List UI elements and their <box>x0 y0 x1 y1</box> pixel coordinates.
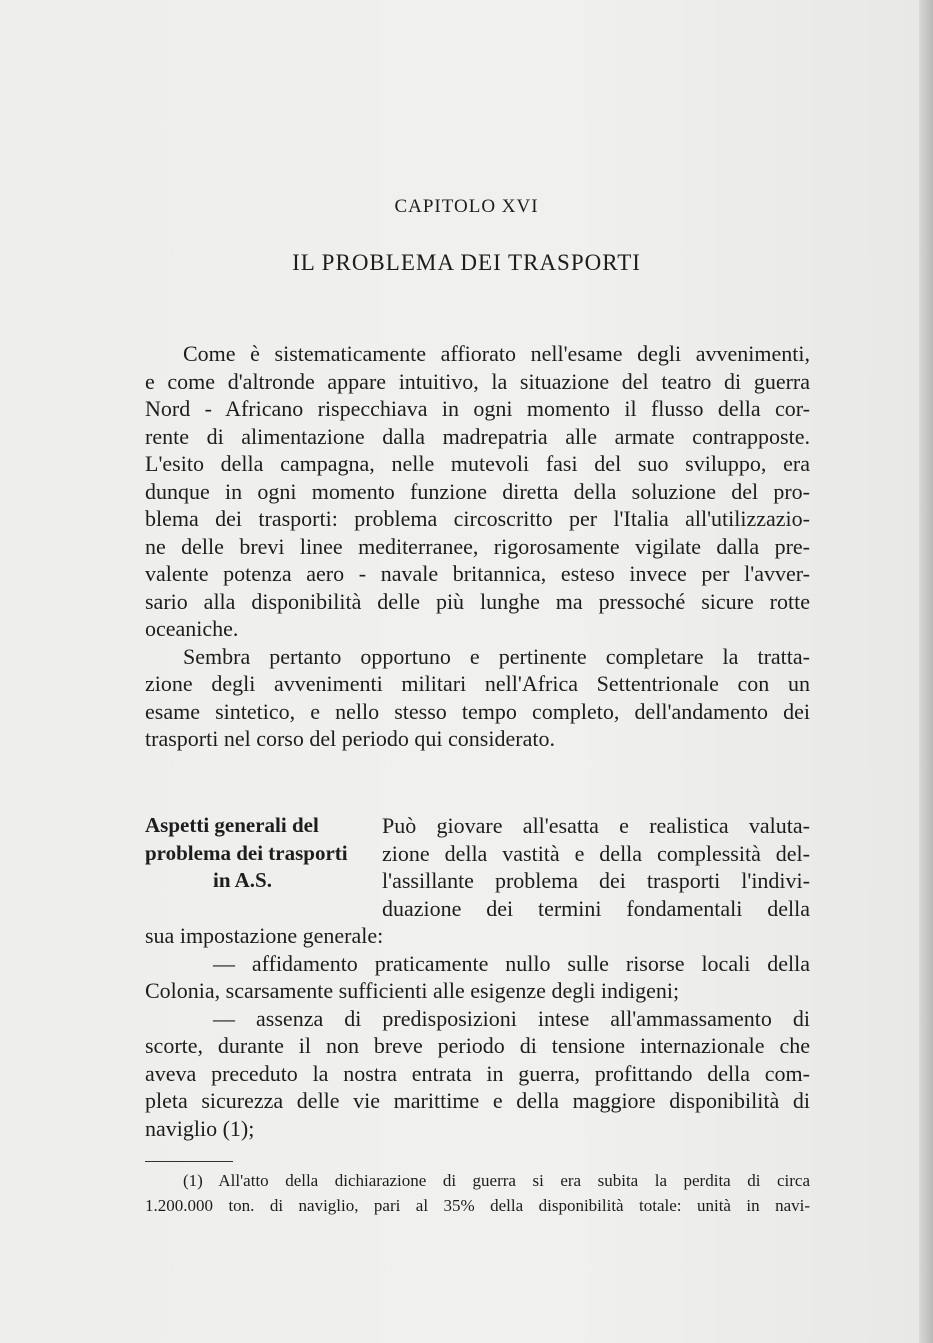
text-line: rente di alimentazione dalla madrepatria alle armate contrapposte. <box>145 423 810 449</box>
side-heading-line: problema dei trasporti <box>145 840 348 865</box>
text-line: Nord - Africano rispecchiava in ogni momento il flusso della cor- <box>145 396 810 421</box>
text-line: naviglio (1); <box>145 1115 255 1141</box>
text-line: Sembra pertanto opportuno e pertinente completare la tratta- <box>183 643 810 669</box>
intro-paragraphs <box>145 340 810 753</box>
text-line: Colonia, scarsamente sufficienti alle esigenze degli indigeni; <box>145 978 680 1003</box>
text-line: scorte, durante il non breve periodo di tensione internazionale che <box>145 1033 810 1058</box>
footnote-line: 1.200.000 ton. di naviglio, pari al 35% della disponibilità totale: unità in navi- <box>145 1196 810 1215</box>
text-line: duazione dei termini fondamentali della <box>382 895 810 921</box>
text-line: aveva preceduto la nostra entrata in guerra, profittando della com- <box>145 1060 810 1086</box>
text-line: oceaniche. <box>145 616 239 641</box>
side-heading <box>145 812 370 895</box>
text-line: sua impostazione generale: <box>145 923 384 948</box>
text-line: l'assillante problema dei trasporti l'indivi- <box>382 868 810 893</box>
text-line: esame sintetico, e nello stesso tempo completo, dell'andamento dei <box>145 698 810 724</box>
section-opening-text <box>382 812 810 922</box>
side-heading-line: in A.S. <box>213 868 272 892</box>
text-line: — assenza di predisposizioni intese all'ammassamento di <box>213 1005 810 1031</box>
chapter-heading: CAPITOLO XVI <box>394 196 539 217</box>
text-line: L'esito della campagna, nelle mutevoli fasi del suo sviluppo, era <box>145 451 810 476</box>
text-line: Come è sistematicamente affiorato nell'esame degli avvenimenti, <box>183 341 810 366</box>
footnote-separator <box>145 1161 233 1162</box>
text-line: valente potenza aero - navale britannica, esteso invece per l'avver- <box>145 561 810 586</box>
text-line: trasporti nel corso del periodo qui considerato. <box>145 726 555 751</box>
text-line: zione degli avvenimenti militari nell'Africa Settentrionale con un <box>145 671 810 696</box>
text-line: blema dei trasporti: problema circoscritto per l'Italia all'utilizzazio- <box>145 506 810 531</box>
text-line: zione della vastità e della complessità del- <box>382 840 810 866</box>
text-line: ne delle brevi linee mediterranee, rigorosamente vigilate dalla pre- <box>145 533 810 559</box>
footnote <box>145 1168 810 1218</box>
text-line: dunque in ogni momento funzione diretta della soluzione del pro- <box>145 478 810 504</box>
section-body <box>145 922 810 1142</box>
footnote-line: (1) All'atto della dichiarazione di guerra si era subita la perdita di circa <box>183 1171 810 1190</box>
text-line: e come d'altronde appare intuitivo, la situazione del teatro di guerra <box>145 368 810 394</box>
text-line: — affidamento praticamente nullo sulle risorse locali della <box>213 950 810 976</box>
side-heading-line: Aspetti generali del <box>145 813 319 837</box>
text-line: sario alla disponibilità delle più lunghe ma pressoché sicure rotte <box>145 588 810 614</box>
text-line: pleta sicurezza delle vie marittime e della maggiore disponibilità di <box>145 1088 810 1113</box>
chapter-title: IL PROBLEMA DEI TRASPORTI <box>292 250 641 275</box>
text-line: Può giovare all'esatta e realistica valuta- <box>382 813 810 838</box>
